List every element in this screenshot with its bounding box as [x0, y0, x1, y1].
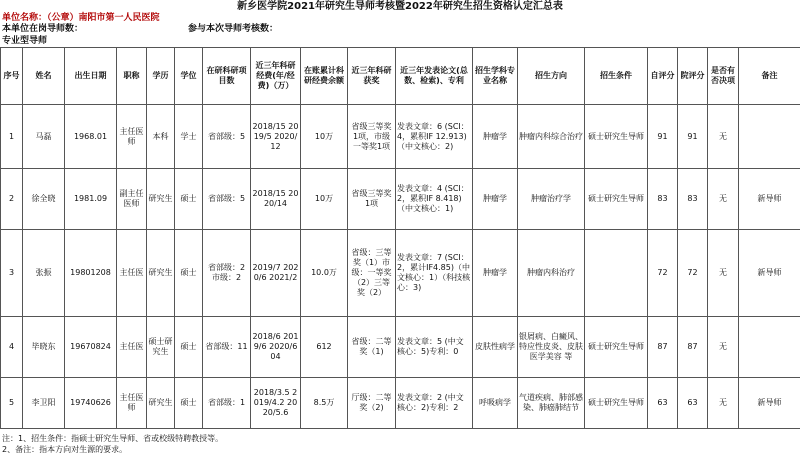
table-row: [1, 317, 800, 378]
cell-veto: 无: [708, 169, 739, 230]
cell-veto: 无: [708, 230, 739, 317]
cell-no: 1: [1, 105, 23, 169]
unit-name: 单位名称：（公章）南阳市第一人民医院: [2, 13, 160, 23]
cell-awards: 厅级：二等奖（2): [348, 378, 396, 429]
cell-birth: 19670824: [65, 317, 117, 378]
cell-title: 副主任医师: [117, 169, 147, 230]
cell-funding: 2018/6 2019/6 2020/604: [251, 317, 301, 378]
tutor-count-label: 本单位在岗导师数：: [2, 24, 84, 34]
cell-projects: 省部级：11: [203, 317, 251, 378]
col-header: 自评分: [648, 48, 678, 105]
cell-projects: 省部级：5: [203, 169, 251, 230]
cell-name: 李卫阳: [23, 378, 65, 429]
table-row: [1, 378, 800, 429]
cell-major: 呼吸病学: [473, 378, 518, 429]
cell-edu: 硕士研究生: [147, 317, 175, 378]
summary-table: [0, 47, 800, 429]
cell-self-score: 91: [648, 105, 678, 169]
cell-degree: 硕士: [175, 230, 203, 317]
cell-self-score: 63: [648, 378, 678, 429]
cell-condition: 硕士研究生导师: [585, 378, 648, 429]
cell-hosp-score: 83: [678, 169, 708, 230]
cell-edu: 研究生: [147, 378, 175, 429]
col-header: 招生方向: [518, 48, 585, 105]
col-header: 近三年科研获奖: [348, 48, 396, 105]
cell-major: 肿瘤学: [473, 105, 518, 169]
col-header: 备注: [739, 48, 800, 105]
cell-direction: 肿瘤内科治疗: [518, 230, 585, 317]
footnotes: [2, 433, 223, 455]
cell-remark: [739, 105, 800, 169]
cell-condition: 硕士研究生导师: [585, 169, 648, 230]
cell-self-score: 87: [648, 317, 678, 378]
cell-name: 徐全晓: [23, 169, 65, 230]
cell-no: 5: [1, 378, 23, 429]
cell-funding: 2018/3.5 2019/4.2 2020/5.6: [251, 378, 301, 429]
cell-direction: 银屑病、白癜风、特应性皮炎、皮肤医学美容 等: [518, 317, 585, 378]
cell-projects: 省部级：2 市级：2: [203, 230, 251, 317]
cell-awards: 省级三等奖1项，市级一等奖1项: [348, 105, 396, 169]
cell-veto: 无: [708, 378, 739, 429]
cell-hosp-score: 72: [678, 230, 708, 317]
cell-edu: 研究生: [147, 230, 175, 317]
cell-remark: [739, 317, 800, 378]
cell-balance: 10万: [301, 169, 348, 230]
program-type: 专业型导师: [2, 36, 48, 46]
cell-awards: 省级三等奖1项: [348, 169, 396, 230]
cell-degree: 学士: [175, 105, 203, 169]
cell-projects: 省部级：5: [203, 105, 251, 169]
cell-title: 主任医: [117, 317, 147, 378]
footnote-1: 注：1、招生条件：指硕士研究生导师、省或校级特聘教授等。: [2, 434, 224, 443]
col-header: 姓名: [23, 48, 65, 105]
sheet-title: 新乡医学院2021年研究生导师考核暨2022年研究生招生资格认定汇总表: [237, 1, 563, 12]
cell-title: 主任医: [117, 230, 147, 317]
cell-veto: 无: [708, 105, 739, 169]
cell-edu: 研究生: [147, 169, 175, 230]
cell-no: 4: [1, 317, 23, 378]
cell-funding: 2019/7 2020/6 2021/2: [251, 230, 301, 317]
cell-hosp-score: 63: [678, 378, 708, 429]
cell-self-score: 83: [648, 169, 678, 230]
cell-birth: 1981.09: [65, 169, 117, 230]
cell-no: 2: [1, 169, 23, 230]
col-header: 出生日期: [65, 48, 117, 105]
cell-balance: 612: [301, 317, 348, 378]
cell-birth: 19740626: [65, 378, 117, 429]
cell-name: 毕晓东: [23, 317, 65, 378]
cell-birth: 1968.01: [65, 105, 117, 169]
col-header: 院评分: [678, 48, 708, 105]
cell-papers: 发表文章：2 (中文核心：2)专利：2: [396, 378, 473, 429]
cell-condition: 硕士研究生导师: [585, 317, 648, 378]
cell-direction: 气道疾病、肺部感染、肺癌肺结节: [518, 378, 585, 429]
cell-balance: 8.5万: [301, 378, 348, 429]
table-row: [1, 105, 800, 169]
cell-remark: 新导师: [739, 230, 800, 317]
cell-papers: 发表文章：5 (中文核心：5)专利：0: [396, 317, 473, 378]
cell-edu: 本科: [147, 105, 175, 169]
cell-balance: 10.0万: [301, 230, 348, 317]
table-row: [1, 230, 800, 317]
cell-funding: 2018/15 2019/5 2020/12: [251, 105, 301, 169]
col-header: 招生条件: [585, 48, 648, 105]
col-header: 在研科研项目数: [203, 48, 251, 105]
cell-remark: 新导师: [739, 169, 800, 230]
cell-funding: 2018/15 2020/14: [251, 169, 301, 230]
cell-name: 张振: [23, 230, 65, 317]
cell-birth: 19801208: [65, 230, 117, 317]
table-row: [1, 169, 800, 230]
cell-degree: 硕士: [175, 317, 203, 378]
cell-title: 主任医师: [117, 378, 147, 429]
cell-remark: 新导师: [739, 378, 800, 429]
col-header: 学位: [175, 48, 203, 105]
col-header: 学历: [147, 48, 175, 105]
cell-direction: 肿瘤治疗学: [518, 169, 585, 230]
cell-degree: 硕士: [175, 169, 203, 230]
cell-awards: 省级：二等奖（1): [348, 317, 396, 378]
col-header: 序号: [1, 48, 23, 105]
cell-name: 马磊: [23, 105, 65, 169]
cell-veto: 无: [708, 317, 739, 378]
cell-papers: 发表文章：4 (SCI：2，累积IF 8.418)（中文核心：1): [396, 169, 473, 230]
cell-balance: 10万: [301, 105, 348, 169]
cell-title: 主任医师: [117, 105, 147, 169]
cell-projects: 省部级：1: [203, 378, 251, 429]
cell-papers: 发表文章：7 (SCI：2，累计IF4.85)（中文核心：1）（科技核心：3): [396, 230, 473, 317]
cell-degree: 硕士: [175, 378, 203, 429]
cell-self-score: 72: [648, 230, 678, 317]
cell-papers: 发表文章：6 (SCI：4，累积IF 12.913)（中文核心：2): [396, 105, 473, 169]
col-header: 在账累计科研经费余额: [301, 48, 348, 105]
col-header: 近三年科研经费(年/经费)（万）: [251, 48, 301, 105]
col-header: 是否有否决项: [708, 48, 739, 105]
col-header: 近三年发表论文(总数、检索)、专利: [396, 48, 473, 105]
tutor-count-line: [2, 24, 279, 35]
cell-major: 肿瘤学: [473, 169, 518, 230]
assessed-count-label: 参与本次导师考核数：: [188, 24, 279, 34]
cell-condition: 硕士研究生导师: [585, 105, 648, 169]
cell-major: 皮肤性病学: [473, 317, 518, 378]
cell-condition: [585, 230, 648, 317]
cell-hosp-score: 87: [678, 317, 708, 378]
col-header: 招生学科专业名称: [473, 48, 518, 105]
footnote-2: 2、备注：指本方向对生源的要求。: [2, 445, 128, 454]
header-row: [1, 48, 800, 105]
cell-awards: 省级：三等奖（1）市级：一等奖（2）三等奖（2）: [348, 230, 396, 317]
cell-direction: 肿瘤内科综合治疗: [518, 105, 585, 169]
cell-major: 肿瘤学: [473, 230, 518, 317]
col-header: 职称: [117, 48, 147, 105]
cell-no: 3: [1, 230, 23, 317]
cell-hosp-score: 91: [678, 105, 708, 169]
